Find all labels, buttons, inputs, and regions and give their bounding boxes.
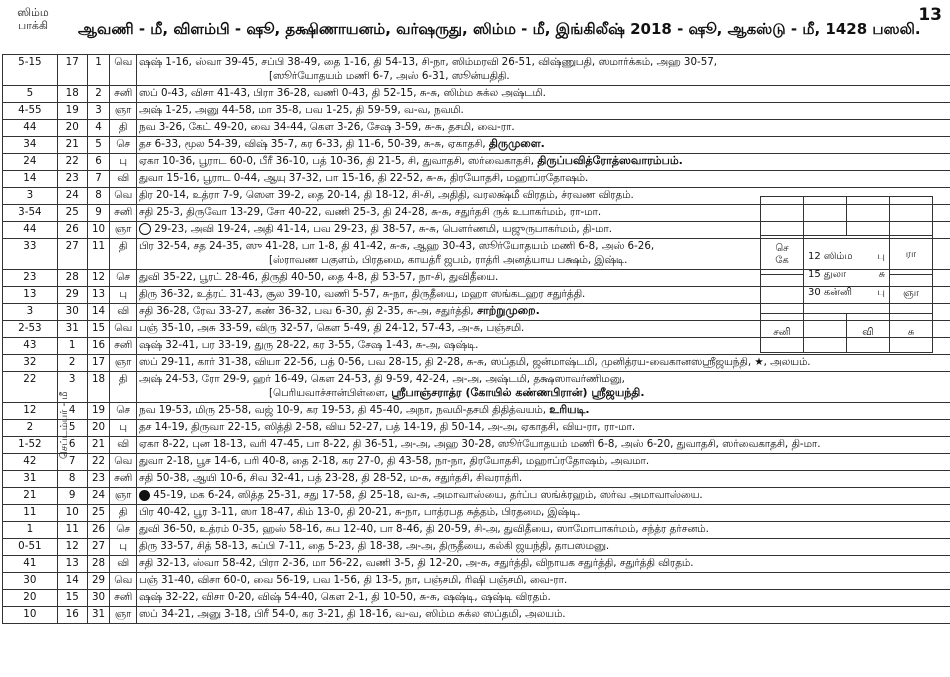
note-highlight: ஸ்ரீபாஞ்சராத்ர (கோயில் கண்ணபிரான்) ஸ்ரீஜயந்தி. (391, 386, 645, 399)
cell-c: 10 (87, 222, 110, 239)
chart-cell: சனி (761, 314, 804, 353)
cell-b: 11 (57, 522, 87, 539)
cell-a: 0-51 (3, 539, 58, 556)
cell-details (136, 120, 950, 137)
cell-d: வி (110, 437, 137, 454)
cell-b: 7 (57, 454, 87, 471)
cell-b: 28 (57, 270, 87, 287)
cell-a: 32 (3, 355, 58, 372)
cell-c: 2 (87, 86, 110, 103)
details-text: 45-19, மக 6-24, ஸித்த 25-31, சது 17-58, தி 25-18, வ-சு, அமாவாஸ்யை, தர்ப்ப ஸங்க்ரஹம், ஸர்வ அமாவாஸ்யை. (153, 489, 703, 501)
table-row (3, 403, 950, 420)
cell-a: 3-54 (3, 205, 58, 222)
cell-b: 15 (57, 590, 87, 607)
cell-details (136, 539, 950, 556)
details-text: 29-23, அவி 19-24, அதி 41-14, பவ 29-23, தி 38-57, சு-சு, பௌர்ணமி, யஜுருபாகர்மம், தி-மா. (154, 223, 613, 235)
cell-d: பு (110, 287, 137, 304)
cell-b: 10 (57, 505, 87, 522)
table-row (3, 86, 950, 103)
simha-balance-label: ஸிம்ம பாக்கி (17, 6, 49, 32)
details-text: ஷஷ் 32-41, பர 33-19, துரு 28-22, கர 3-55, சேஷ 1-43, சு-அ, ஷஷ்டி. (138, 339, 479, 351)
cell-details (136, 556, 950, 573)
new-moon-icon (139, 490, 150, 501)
cell-c: 26 (87, 522, 110, 539)
cell-a: 10 (3, 607, 58, 624)
details-text: ஷஷ் 32-22, விசா 0-20, விஷ் 54-40, கௌ 2-1, தி 10-50, சு-சு, ஷஷ்டி, ஷஷ்டி விரதம். (138, 591, 551, 603)
cell-c: 27 (87, 539, 110, 556)
cell-a: 21 (3, 488, 58, 505)
table-row (3, 607, 950, 624)
cell-details (136, 372, 950, 403)
details-text: ஸப் 29-11, கார் 31-38, வியா 22-56, பத் 0-56, பவ 28-15, தி 2-28, சு-சு, ஸப்தமி, ஜன்மாஷ்டமி, முனித்ரய-வைகானஸஸ்ரீஜயந்தி, ★, அலயம். (138, 356, 811, 368)
cell-c: 1 (87, 55, 110, 86)
cell-details (136, 607, 950, 624)
cell-c: 16 (87, 338, 110, 355)
cell-b: 12 (57, 539, 87, 556)
cell-d: தி (110, 372, 137, 403)
table-row (3, 137, 950, 154)
cell-d: வெ (110, 55, 137, 86)
cell-b: 8 (57, 471, 87, 488)
cell-c: 7 (87, 171, 110, 188)
cell-a: 20 (3, 590, 58, 607)
cell-a: 3 (3, 304, 58, 321)
cell-b: 17 (57, 55, 87, 86)
details-text: சதி 50-38, ஆயி 10-6, சிவ 32-41, பத் 23-28, தி 28-52, ம-சு, சதுர்தசி, சிவராத்ரி. (138, 472, 523, 484)
details-text: திரு 36-32, உத்ரட் 31-43, சூல 39-10, வணி 5-57, சு-நா, திருதீயை, மஹா ஸங்கடஹர சதுர்த்தி. (138, 288, 586, 300)
cell-a: 5-15 (3, 55, 58, 86)
details-text: ஸப் 34-21, அனு 3-18, பிரீ 54-0, கர 3-21, தி 18-16, வ-வ, ஸிம்ம சுக்ல ஸப்தமி, அலயம். (138, 608, 566, 620)
highlight-text: சாற்றுமுறை. (476, 304, 540, 317)
cell-d: வெ (110, 188, 137, 205)
cell-d: வி (110, 556, 137, 573)
chart-cell (804, 197, 847, 236)
cell-c: 23 (87, 471, 110, 488)
cell-c: 22 (87, 454, 110, 471)
details-text: ஏகா 8-22, புன 18-13, வரி 47-45, பா 8-22, தி 36-51, அ-அ, அஹ 30-28, ஸூர்யோதயம் மணி 6-8, அஸ் 6-20, துவாதசி, ஸர்வைகாதசி, தி-மா. (138, 438, 821, 450)
cell-details (136, 573, 950, 590)
cell-a: 14 (3, 171, 58, 188)
cell-details (136, 420, 950, 437)
cell-a: 41 (3, 556, 58, 573)
cell-c: 8 (87, 188, 110, 205)
cell-d: தி (110, 505, 137, 522)
details-text: ஸப் 0-43, விசா 41-43, பிரா 36-28, வணி 0-43, தி 52-15, சு-சு, ஸிம்ம சுக்ல அஷ்டமி. (138, 87, 546, 99)
cell-c: 12 (87, 270, 110, 287)
cell-b: 2 (57, 355, 87, 372)
details-text: அஷ் 24-53, ரோ 29-9, ஹர் 16-49, கௌ 24-53, தி 9-59, 42-24, அ-அ, அஷ்டமி, தக்ஷஸாவர்ணிமனு, (138, 373, 625, 385)
cell-b: 19 (57, 103, 87, 120)
table-row (3, 505, 950, 522)
cell-d: ஞா (110, 607, 137, 624)
note-text: [ஸூர்யோதயம் மணி 6-7, அஸ் 6-31, ஸூன்யதிதி. (268, 70, 510, 82)
cell-a: 34 (3, 137, 58, 154)
cell-a: 12 (3, 403, 58, 420)
details-text: துவா 15-16, பூராட 0-44, ஆயு 37-32, பா 15-16, தி 22-52, சு-சு, திரயோதசி, மஹாப்ரதோஷம். (138, 172, 589, 184)
cell-a: 3 (3, 188, 58, 205)
chart-cell (847, 197, 890, 236)
cell-details (136, 403, 950, 420)
cell-a: 33 (3, 239, 58, 270)
cell-details (136, 355, 950, 372)
cell-c: 18 (87, 372, 110, 403)
cell-d: சனி (110, 590, 137, 607)
details-text: துவா 2-18, பூச 14-6, பரி 40-8, தை 2-18, கர 27-0, தி 43-58, நா-நா, திரயோதசி, மஹாப்ரதோஷம், அவமா. (138, 455, 650, 467)
cell-details (136, 522, 950, 539)
cell-c: 5 (87, 137, 110, 154)
cell-b: 26 (57, 222, 87, 239)
cell-d: தி (110, 239, 137, 270)
cell-d: தி (110, 120, 137, 137)
cell-d: பு (110, 154, 137, 171)
table-row (3, 454, 950, 471)
page-number: 13 (918, 5, 942, 25)
cell-a: 31 (3, 471, 58, 488)
cell-a: 43 (3, 338, 58, 355)
cell-c: 20 (87, 420, 110, 437)
cell-d: ஞா (110, 222, 137, 239)
cell-d: வி (110, 171, 137, 188)
details-text: ஷஷ் 1-16, ஸ்வா 39-45, சப்பி 38-49, தை 1-16, தி 54-13, சி-நா, ஸிம்மரவி 26-51, விஷ்ணுபதி, ஸமார்க்கம், அஹ 30-57, (138, 56, 718, 68)
table-row (3, 103, 950, 120)
cell-d: பு (110, 420, 137, 437)
table-row (3, 556, 950, 573)
chart-cell: ரா (890, 236, 933, 275)
cell-details (136, 590, 950, 607)
details-text: சதி 36-28, ரேவ 33-27, கண் 36-32, பவ 6-30, தி 2-35, சு-அ, சதுர்த்தி, (138, 305, 474, 317)
table-row (3, 355, 950, 372)
cell-a: 2 (3, 420, 58, 437)
chart-cell (890, 197, 933, 236)
cell-a: 42 (3, 454, 58, 471)
table-row (3, 488, 950, 505)
cell-a: 11 (3, 505, 58, 522)
cell-a: 5 (3, 86, 58, 103)
side-month-label: செப்டம்பர் - மீ (59, 391, 70, 459)
cell-c: 30 (87, 590, 110, 607)
cell-b: 18 (57, 86, 87, 103)
table-row (3, 372, 950, 403)
cell-b: 22 (57, 154, 87, 171)
cell-a: 23 (3, 270, 58, 287)
cell-details (136, 505, 950, 522)
cell-details (136, 488, 950, 505)
table-row (3, 120, 950, 137)
details-text: பஞ் 35-10, அசு 33-59, விரு 32-57, கௌ 5-49, தி 24-12, 57-43, அ-சு, பஞ்சமி. (138, 322, 525, 334)
cell-d: சனி (110, 205, 137, 222)
cell-c: 4 (87, 120, 110, 137)
cell-c: 3 (87, 103, 110, 120)
cell-a: 2-53 (3, 321, 58, 338)
cell-a: 1-52 (3, 437, 58, 454)
cell-d: ஞா (110, 103, 137, 120)
cell-d: ஞா (110, 355, 137, 372)
cell-b: 4 (57, 403, 87, 420)
table-row (3, 573, 950, 590)
cell-c: 24 (87, 488, 110, 505)
table-row (3, 420, 950, 437)
details-text: பிர 40-42, பூர 3-11, ஸா 18-47, கிம் 13-0, தி 20-21, சு-நா, பாத்ரபத சுத்தம், பிரதமை, இஷ்டி. (138, 506, 581, 518)
details-text: சதி 25-3, திருவோ 13-29, சோ 40-22, வணி 25-3, தி 24-28, சு-சு, சதுர்தசி ருக் உபாகர்மம், ரா-மா. (138, 206, 602, 218)
cell-d: சனி (110, 86, 137, 103)
cell-d: வெ (110, 321, 137, 338)
cell-b: 31 (57, 321, 87, 338)
cell-c: 28 (87, 556, 110, 573)
cell-a: 4-55 (3, 103, 58, 120)
chart-center: 12 ஸிம்ம பு 15 துலா சு 30 கன்னி பு (804, 236, 890, 314)
cell-details (136, 154, 950, 171)
table-row (3, 539, 950, 556)
table-row (3, 437, 950, 454)
cell-c: 21 (87, 437, 110, 454)
cell-a: 13 (3, 287, 58, 304)
chart-cell: ஞா (890, 275, 933, 314)
table-row (3, 522, 950, 539)
details-text: ஏகா 10-36, பூராட 60-0, பீரீ 36-10, பத் 10-36, தி 21-5, சி, துவாதசி, ஸர்வைகாதசி, (138, 155, 535, 167)
cell-d: செ (110, 522, 137, 539)
cell-d: ஞா (110, 488, 137, 505)
cell-d: சனி (110, 338, 137, 355)
cell-d: சனி (110, 471, 137, 488)
chart-cell: சு (890, 314, 933, 353)
chart-cell: செ கே (761, 236, 804, 275)
cell-b: 27 (57, 239, 87, 270)
full-moon-icon (139, 223, 151, 235)
cell-d: செ (110, 403, 137, 420)
details-text: திர 20-14, உத்ரா 7-9, ஸௌ 39-2, தை 20-14, தி 18-12, சி-சி, அதிதி, வரலக்ஷ்மீ விரதம், ச்ரவண விரதம். (138, 189, 634, 201)
cell-details (136, 103, 950, 120)
cell-d: பு (110, 539, 137, 556)
cell-a: 44 (3, 120, 58, 137)
details-text: நவ 19-53, மிரு 25-58, வஜ் 10-9, கர 19-53, தி 45-40, அநா, நவமி-தசமி திதித்வயம், (138, 404, 546, 416)
note-text: [ஸ்ராவண பகுளம், பிரதமை, காயத்ரீ ஜபம், ராத்ரி அனத்யாய பக்ஷம், இஷ்டி. (268, 254, 628, 266)
details-text: திரு 33-57, சித் 58-13, சுப்பி 7-11, தை 5-23, தி 18-38, அ-அ, திருதீயை, கல்கி ஜயந்தி, தாபஸமனு. (138, 540, 610, 552)
table-row (3, 55, 950, 86)
highlight-text: உரியடி. (549, 403, 590, 416)
cell-details (136, 454, 950, 471)
cell-c: 25 (87, 505, 110, 522)
chart-cell (761, 197, 804, 236)
details-text: தச 14-19, திருவா 22-15, ஸித்தி 2-58, விய 52-27, பத் 14-19, தி 50-14, அ-அ, ஏகாதசி, விய-ரா, ரா-மா. (138, 421, 636, 433)
details-text: தச 6-33, மூல 54-39, விஷ் 35-7, கர 6-33, தி 11-6, 50-39, சு-சு, ஏகாதசி, (138, 138, 486, 150)
cell-details (136, 437, 950, 454)
cell-b: 1 (57, 338, 87, 355)
cell-d: செ (110, 137, 137, 154)
details-text: துவி 35-22, பூரட் 28-46, திருதி 40-50, தை 4-8, தி 53-57, நா-சி, துவிதீயை. (138, 271, 499, 283)
details-text: பிர 32-54, சத 24-35, ஸு 41-28, பா 1-8, தி 41-42, சு-சு, ஆஹ 30-43, ஸூர்யோதயம் மணி 6-8, அஸ் 6-26, (138, 240, 655, 252)
table-row (3, 471, 950, 488)
chart-cell: வி (847, 314, 890, 353)
table-row (3, 590, 950, 607)
cell-b: 20 (57, 120, 87, 137)
cell-b: 29 (57, 287, 87, 304)
cell-b: 23 (57, 171, 87, 188)
cell-d: வி (110, 304, 137, 321)
cell-details (136, 86, 950, 103)
details-text: துவி 36-50, உத்ரம் 0-35, ஹஸ் 58-16, சுப 12-40, பா 8-46, தி 20-59, சி-அ, துவிதீயை, ஸாமோபாகர்மம், சந்த்ர தர்சனம். (138, 523, 709, 535)
cell-b: 21 (57, 137, 87, 154)
cell-b: 25 (57, 205, 87, 222)
cell-c: 9 (87, 205, 110, 222)
cell-c: 29 (87, 573, 110, 590)
table-row (3, 171, 950, 188)
cell-c: 17 (87, 355, 110, 372)
cell-d: வெ (110, 573, 137, 590)
cell-b: 30 (57, 304, 87, 321)
cell-c: 11 (87, 239, 110, 270)
details-text: சதி 32-13, ஸ்வா 58-42, பிரா 2-36, மா 56-22, வணி 3-5, தி 12-20, அ-சு, சதுர்த்தி, விநாயக சதுர்த்தி, சதுர்த்தி விரதம். (138, 557, 694, 569)
cell-c: 14 (87, 304, 110, 321)
cell-c: 13 (87, 287, 110, 304)
cell-c: 15 (87, 321, 110, 338)
details-text: பஞ் 31-40, விசா 60-0, வை 56-19, பவ 1-56, தி 13-5, நா, பஞ்சமி, ரிஷி பஞ்சமி, வை-ரா. (138, 574, 568, 586)
planet-chart (760, 196, 933, 353)
cell-details (136, 137, 950, 154)
cell-d: வெ (110, 454, 137, 471)
cell-d: செ (110, 270, 137, 287)
cell-b: 16 (57, 607, 87, 624)
cell-b: 13 (57, 556, 87, 573)
table-row (3, 154, 950, 171)
cell-c: 19 (87, 403, 110, 420)
cell-details (136, 471, 950, 488)
cell-b: 9 (57, 488, 87, 505)
cell-details (136, 55, 950, 86)
note-text: [பெரியவாச்சான்பிள்ளை, ஸ்ரீபாஞ்சராத்ர (கோயில் கண்ணபிரான்) ஸ்ரீஜயந்தி. (268, 386, 645, 399)
cell-b: 3 (57, 372, 87, 403)
chart-cell (804, 314, 847, 353)
cell-a: 22 (3, 372, 58, 403)
cell-b: 24 (57, 188, 87, 205)
details-text: நவ 3-26, கேட் 49-20, வை 34-44, கௌ 3-26, சேஷ 3-59, சு-சு, தசமி, வை-ரா. (138, 121, 515, 133)
cell-b: 14 (57, 573, 87, 590)
page-title: ஆவணி - மீ, விளம்பி - ஷூ, தக்ஷிணாயனம், வர்ஷருது, ஸிம்ம - மீ, இங்கிலீஷ் 2018 - ஷூ, ஆகஸ்டு - மீ, 1428 பஸலி. (78, 20, 921, 38)
cell-a: 1 (3, 522, 58, 539)
cell-a: 44 (3, 222, 58, 239)
cell-b: 6 (57, 437, 87, 454)
cell-b: 5 (57, 420, 87, 437)
cell-a: 30 (3, 573, 58, 590)
highlight-text: திருப்பவித்ரோத்ஸவாரம்பம். (537, 154, 683, 167)
details-text: அஷ் 1-25, அனு 44-58, மா 35-8, பவ 1-25, தி 59-59, வ-வ, நவமி. (138, 104, 464, 116)
cell-c: 31 (87, 607, 110, 624)
cell-a: 24 (3, 154, 58, 171)
highlight-text: திருமுளை. (488, 137, 545, 150)
cell-c: 6 (87, 154, 110, 171)
cell-details (136, 171, 950, 188)
chart-cell (761, 275, 804, 314)
